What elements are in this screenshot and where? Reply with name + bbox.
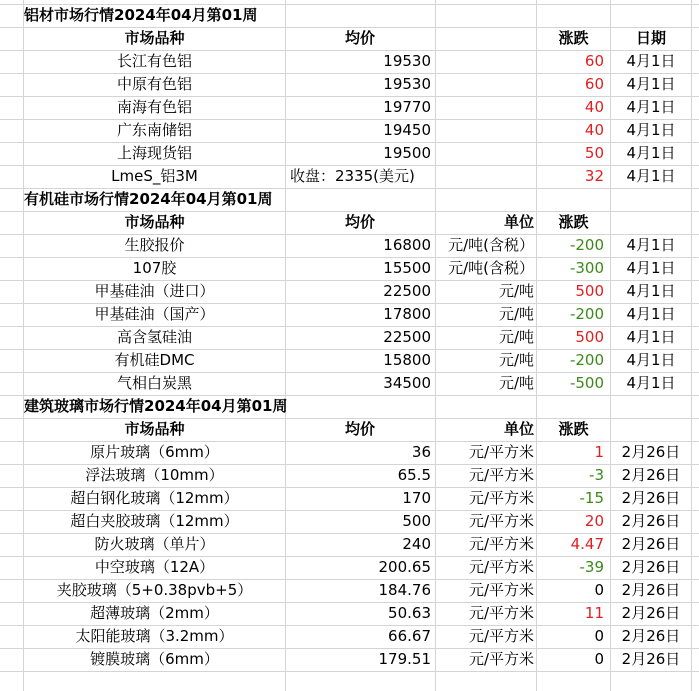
cell-change[interactable]: 11 [584,604,604,622]
cell-unit[interactable]: 元/平方米 [468,535,534,553]
section-title: 建筑玻璃市场行情2024年04月第01周 [24,397,288,415]
cell-price[interactable]: 240 [402,535,431,553]
cell-price[interactable]: 17800 [383,305,431,323]
cell-change[interactable]: -500 [569,374,604,392]
cell-name[interactable]: 超薄玻璃（2mm） [90,604,219,622]
cell-name[interactable]: 生胶报价 [124,236,185,254]
cell-price[interactable]: 19530 [383,75,431,93]
cell-unit[interactable]: 元/平方米 [468,443,534,461]
cell-name[interactable]: 上海现货铝 [116,144,192,162]
cell-unit[interactable]: 元/平方米 [468,650,534,668]
header-name: 市场品种 [124,420,185,438]
cell-change[interactable]: -200 [569,236,604,254]
table-row [0,96,699,119]
cell-unit[interactable]: 元/平方米 [468,466,534,484]
cell-change[interactable]: 60 [584,52,604,70]
cell-unit[interactable]: 元/吨 [498,351,534,369]
table-header-row [0,211,699,234]
header-price: 均价 [344,29,375,47]
cell-price[interactable]: 15800 [383,351,431,369]
cell-date[interactable]: 4月1日 [626,328,676,346]
cell-price[interactable]: 15500 [383,259,431,277]
cell-change[interactable]: -15 [579,489,604,507]
cell-name[interactable]: 夹胶玻璃（5+0.38pvb+5） [56,581,253,599]
table-row [0,165,699,188]
cell-date[interactable]: 4月1日 [626,98,676,116]
cell-date[interactable]: 2月26日 [621,604,681,622]
cell-change[interactable]: -3 [589,466,604,484]
cell-name[interactable]: 甲基硅油（进口） [94,282,215,300]
table-row [0,326,699,349]
gridline [0,671,699,672]
table-row [0,50,699,73]
table-row [0,73,699,96]
cell-unit[interactable]: 元/平方米 [468,558,534,576]
header-name: 市场品种 [124,213,185,231]
cell-date[interactable]: 4月1日 [626,236,676,254]
header-change: 涨跌 [558,420,589,438]
table-row [0,602,699,625]
section-title-row [0,395,699,418]
cell-name[interactable]: 防火玻璃（单片） [94,535,215,553]
cell-date[interactable]: 4月1日 [626,75,676,93]
cell-date[interactable]: 2月26日 [621,443,681,461]
cell-date[interactable]: 4月1日 [626,52,676,70]
section-title-row [0,188,699,211]
cell-name[interactable]: 气相白炭黑 [116,374,192,392]
cell-price[interactable]: 65.5 [397,466,431,484]
cell-price[interactable]: 66.67 [388,627,431,645]
cell-date[interactable]: 4月1日 [626,305,676,323]
cell-date[interactable]: 4月1日 [626,167,676,185]
cell-price[interactable]: 19770 [383,98,431,116]
header-change: 涨跌 [558,213,589,231]
cell-date[interactable]: 2月26日 [621,558,681,576]
cell-change[interactable]: 50 [584,144,604,162]
cell-name[interactable]: 镀膜玻璃（6mm） [90,650,219,668]
cell-price[interactable]: 170 [402,489,431,507]
cell-change[interactable]: 500 [575,328,604,346]
section-title: 有机硅市场行情2024年04月第01周 [24,190,273,208]
cell-change[interactable]: 0 [594,627,604,645]
cell-unit[interactable]: 元/平方米 [468,512,534,530]
cell-change[interactable]: 60 [584,75,604,93]
cell-change[interactable]: 32 [584,167,604,185]
cell-change[interactable]: -200 [569,351,604,369]
cell-name[interactable]: 太阳能玻璃（3.2mm） [75,627,234,645]
cell-price[interactable]: 500 [402,512,431,530]
header-change: 涨跌 [558,29,589,47]
table-row [0,487,699,510]
cell-name[interactable]: 中空玻璃（12A） [94,558,215,576]
cell-date[interactable]: 4月1日 [626,351,676,369]
cell-price[interactable]: 34500 [383,374,431,392]
cell-date[interactable]: 2月26日 [621,650,681,668]
header-price: 均价 [344,213,375,231]
table-header-row [0,27,699,50]
cell-price[interactable]: 19500 [383,144,431,162]
table-row [0,372,699,395]
cell-unit[interactable]: 元/平方米 [468,627,534,645]
cell-change[interactable]: 20 [584,512,604,530]
cell-price[interactable]: 184.76 [378,581,431,599]
cell-date[interactable]: 4月1日 [626,144,676,162]
table-row [0,464,699,487]
cell-change[interactable]: -300 [569,259,604,277]
cell-name[interactable]: 107胶 [132,259,177,277]
cell-unit[interactable]: 元/吨(含税） [448,259,534,277]
cell-price[interactable]: 19450 [383,121,431,139]
table-row [0,119,699,142]
section-title: 铝材市场行情2024年04月第01周 [24,6,258,24]
header-date: 日期 [635,29,666,47]
cell-date[interactable]: 4月1日 [626,259,676,277]
cell-name[interactable]: 高含氢硅油 [116,328,192,346]
cell-date[interactable]: 2月26日 [621,627,681,645]
header-price: 均价 [344,420,375,438]
cell-unit[interactable]: 元/平方米 [468,581,534,599]
table-row [0,533,699,556]
cell-date[interactable]: 2月26日 [621,581,681,599]
cell-unit[interactable]: 元/平方米 [468,604,534,622]
cell-name[interactable]: 浮法玻璃（10mm） [85,466,224,484]
cell-name[interactable]: 中原有色铝 [116,75,192,93]
table-row [0,257,699,280]
cell-change[interactable]: 1 [594,443,604,461]
cell-change[interactable]: 40 [584,121,604,139]
header-unit: 单位 [503,420,534,438]
cell-unit[interactable]: 元/吨 [498,374,534,392]
cell-date[interactable]: 4月1日 [626,282,676,300]
cell-change[interactable]: -39 [579,558,604,576]
cell-change[interactable]: 500 [575,282,604,300]
cell-change[interactable]: 0 [594,581,604,599]
cell-name[interactable]: 甲基硅油（国产） [94,305,215,323]
cell-unit[interactable]: 元/吨(含税） [448,236,534,254]
cell-unit[interactable]: 元/吨 [498,282,534,300]
table-row [0,349,699,372]
cell-change[interactable]: 4.47 [570,535,604,553]
table-row [0,648,699,671]
cell-unit[interactable]: 元/平方米 [468,489,534,507]
cell-name[interactable]: 南海有色铝 [116,98,192,116]
cell-name[interactable]: 长江有色铝 [116,52,192,70]
cell-unit[interactable]: 元/吨 [498,328,534,346]
table-row [0,280,699,303]
cell-date[interactable]: 4月1日 [626,374,676,392]
cell-price[interactable]: 50.63 [388,604,431,622]
cell-date[interactable]: 2月26日 [621,512,681,530]
cell-name[interactable]: 超白夹胶玻璃（12mm） [70,512,239,530]
table-row [0,303,699,326]
cell-unit[interactable]: 元/吨 [498,305,534,323]
cell-price[interactable]: 36 [411,443,431,461]
table-row [0,556,699,579]
cell-price[interactable]: 19530 [383,52,431,70]
cell-change[interactable]: -200 [569,305,604,323]
table-row [0,510,699,533]
table-row [0,441,699,464]
cell-price[interactable]: 22500 [383,282,431,300]
table-row [0,579,699,602]
cell-name[interactable]: 超白钢化玻璃（12mm） [70,489,239,507]
cell-name[interactable]: LmeS_铝3M [111,167,198,185]
cell-note[interactable]: 收盘：2335(美元) [290,167,415,185]
cell-date[interactable]: 2月26日 [621,489,681,507]
table-row [0,234,699,257]
cell-price[interactable]: 16800 [383,236,431,254]
cell-name[interactable]: 广东南储铝 [116,121,192,139]
cell-date[interactable]: 2月26日 [621,535,681,553]
header-unit: 单位 [503,213,534,231]
cell-change[interactable]: 0 [594,650,604,668]
cell-price[interactable]: 200.65 [378,558,431,576]
header-name: 市场品种 [124,29,185,47]
cell-date[interactable]: 4月1日 [626,121,676,139]
cell-price[interactable]: 22500 [383,328,431,346]
cell-date[interactable]: 2月26日 [621,466,681,484]
cell-price[interactable]: 179.51 [378,650,431,668]
table-row [0,142,699,165]
table-header-row [0,418,699,441]
section-title-row [0,4,699,27]
cell-change[interactable]: 40 [584,98,604,116]
cell-name[interactable]: 原片玻璃（6mm） [90,443,219,461]
table-row [0,625,699,648]
cell-name[interactable]: 有机硅DMC [114,351,195,369]
